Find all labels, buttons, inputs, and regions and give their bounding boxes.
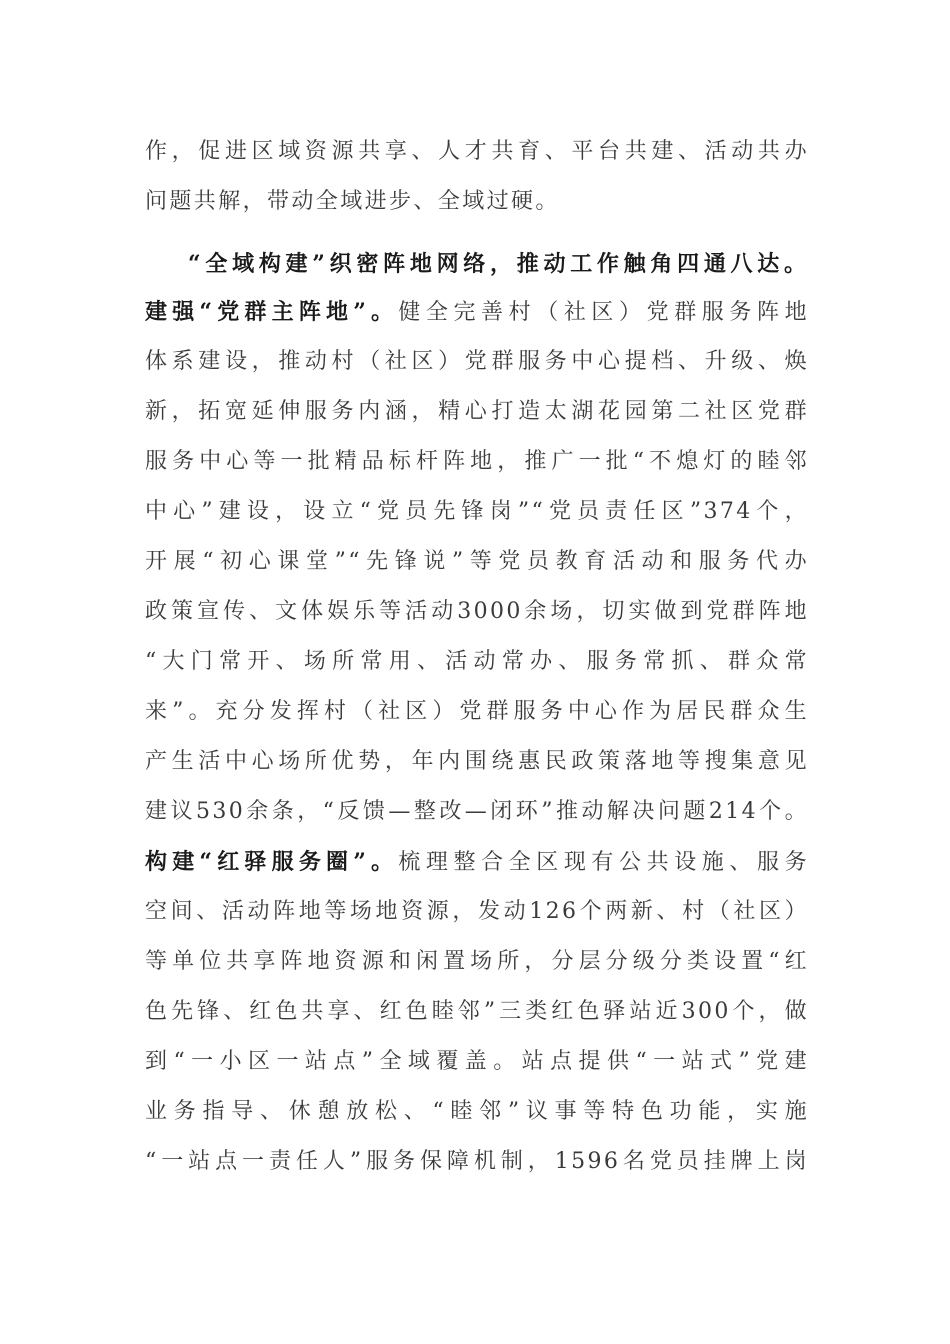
body-text-line: 产生活中心场所优势，年内围绕惠民政策落地等搜集意见 — [145, 749, 809, 774]
body-text-line — [145, 297, 809, 327]
body-text-line — [145, 847, 809, 877]
subheading-inline: 构建“红驿服务圈”。 — [145, 849, 399, 875]
body-text-line: 问题共解，带动全域进步、全域过硬。 — [145, 189, 560, 214]
body-text-line: 等单位共享阵地资源和闲置场所，分层分级分类设置“红 — [145, 949, 809, 974]
body-text-line: 建议530余条，“反馈—整改—闭环”推动解决问题214个。 — [145, 799, 809, 824]
body-text: 梳理整合全区现有公共设施、服务 — [398, 850, 809, 875]
section-heading: “全域构建”织密阵地网络，推动工作触角四通八达。 — [188, 251, 808, 277]
body-text-line: 服务中心等一批精品标杆阵地，推广一批“不熄灯的睦邻 — [145, 449, 809, 474]
body-text-line: 业务指导、休憩放松、“睦邻”议事等特色功能，实施 — [145, 1099, 809, 1124]
body-text-line: 中心”建设，设立“党员先锋岗”“党员责任区”374个， — [145, 499, 809, 524]
body-text-line: 空间、活动阵地等场地资源，发动126个两新、村（社区） — [145, 899, 809, 924]
body-text-line: “大门常开、场所常用、活动常办、服务常抓、群众常 — [145, 649, 809, 674]
body-text-line: “一站点一责任人”服务保障机制，1596名党员挂牌上岗 — [145, 1149, 809, 1174]
body-text-line: 作，促进区域资源共享、人才共育、平台共建、活动共办 — [145, 139, 809, 164]
body-text-line: 色先锋、红色共享、红色睦邻”三类红色驿站近300个，做 — [145, 999, 809, 1024]
body-text-line: 来”。充分发挥村（社区）党群服务中心作为居民群众生 — [145, 699, 809, 724]
subheading-inline: 建强“党群主阵地”。 — [145, 299, 399, 325]
body-text: 健全完善村（社区）党群服务阵地 — [398, 300, 809, 325]
body-text-line: 新，拓宽延伸服务内涵，精心打造太湖花园第二社区党群 — [145, 399, 809, 424]
body-text-line: 到“一小区一站点”全域覆盖。站点提供“一站式”党建 — [145, 1049, 809, 1074]
body-text-line: 体系建设，推动村（社区）党群服务中心提档、升级、焕 — [145, 349, 809, 374]
body-text-line: 开展“初心课堂”“先锋说”等党员教育活动和服务代办 — [145, 549, 809, 574]
body-text-line: 政策宣传、文体娱乐等活动3000余场，切实做到党群阵地 — [145, 599, 809, 624]
